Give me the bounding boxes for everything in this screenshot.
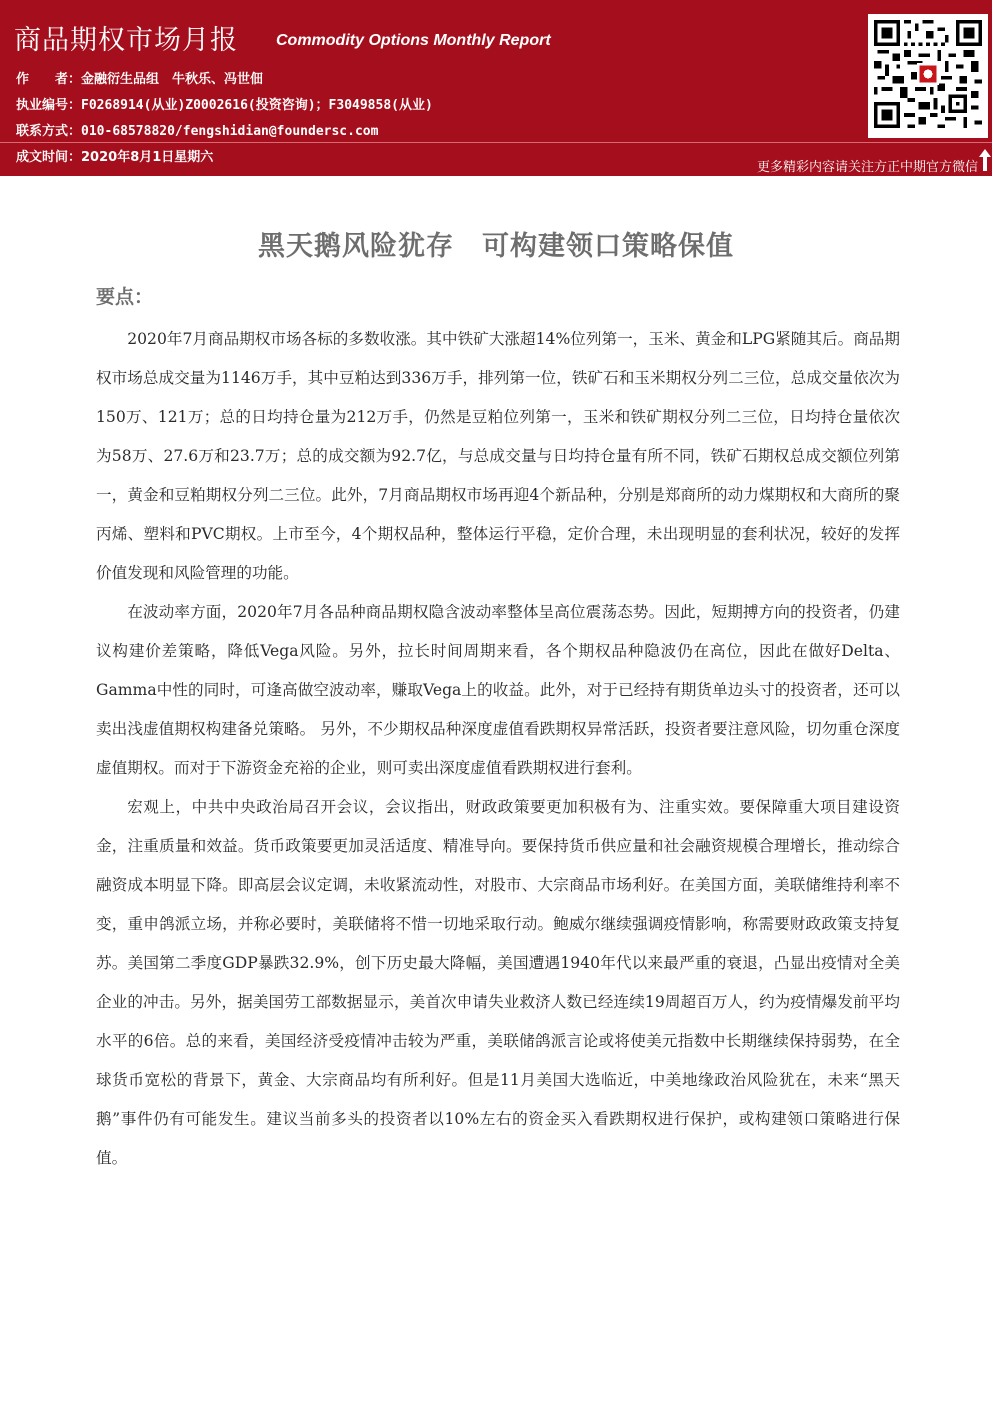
author-value: 金融衍生品组 牛秋乐、冯世佃 bbox=[81, 72, 264, 87]
key-points-heading: 要点： bbox=[96, 286, 154, 308]
author-label: 作 者： bbox=[16, 72, 82, 87]
author-row bbox=[16, 68, 263, 87]
date-label: 成文时间： bbox=[16, 150, 82, 165]
contact-value[interactable]: 010-68578820/fengshidian@foundersc.com bbox=[81, 124, 379, 139]
report-title-cn: 商品期权市场月报 bbox=[14, 25, 238, 56]
report-header-band bbox=[0, 0, 992, 176]
date-value: 2020年8月1日星期六 bbox=[81, 150, 214, 165]
wechat-follow-note: 更多精彩内容请关注方正中期官方微信 bbox=[756, 160, 978, 175]
wechat-qr-code[interactable] bbox=[868, 14, 988, 138]
up-arrow-icon bbox=[978, 148, 992, 172]
date-row bbox=[16, 146, 213, 165]
body-text bbox=[96, 320, 900, 1178]
report-title-en: Commodity Options Monthly Report bbox=[276, 32, 551, 49]
license-value: F0268914(从业)Z0002616(投资咨询)；F3049858(从业) bbox=[81, 98, 433, 113]
license-row bbox=[16, 94, 433, 113]
paragraph-market-overview: 2020年7月商品期权市场各标的多数收涨。其中铁矿大涨超14%位列第一，玉米、黄金和LPG紧随其后。商品期权市场总成交量为1146万手，其中豆粕达到336万手，排列第一位，铁矿石和玉米期权分列二三位，总成交量依次为150万、121万；总的日均持仓量为212万手，仍然是豆粕位列第一，玉米和铁矿期权分列二三位，日均持仓量依次为58万、27.6万和23.7万；总的成交额为92.7亿，与总成交量与日均持仓量有所不同，铁矿石期权总成交额位列第一，黄金和豆粕期权分列二三位。此外，7月商品期权市场再迎4个新品种，分别是郑商所的动力煤期权和大商所的聚丙烯、塑料和PVC期权。上市至今，4个期权品种，整体运行平稳，定价合理，未出现明显的套利状况，较好的发挥价值发现和风险管理的功能。 bbox=[96, 330, 900, 582]
contact-label: 联系方式： bbox=[16, 124, 82, 139]
qr-code-icon bbox=[874, 20, 982, 128]
document-title: 黑天鹅风险犹存 可构建领口策略保值 bbox=[258, 231, 734, 262]
contact-row bbox=[16, 120, 378, 139]
license-label: 执业编号： bbox=[16, 98, 82, 113]
paragraph-macro: 宏观上，中共中央政治局召开会议，会议指出，财政政策要更加积极有为、注重实效。要保障重大项目建设资金，注重质量和效益。货币政策要更加灵活适度、精准导向。要保持货币供应量和社会融资规模合理增长，推动综合融资成本明显下降。即高层会议定调，未收紧流动性，对股市、大宗商品市场利好。在美国方面，美联储维持利率不变，重申鸽派立场，并称必要时，美联储将不惜一切地采取行动。鲍威尔继续强调疫情影响，称需要财政政策支持复苏。美国第二季度GDP暴跌32.9%，创下历史最大降幅，美国遭遇1940年代以来最严重的衰退，凸显出疫情对全美企业的冲击。另外，据美国劳工部数据显示，美首次申请失业救济人数已经连续19周超百万人，约为疫情爆发前平均水平的6倍。总的来看，美国经济受疫情冲击较为严重，美联储鸽派言论或将使美元指数中长期继续保持弱势，在全球货币宽松的背景下，黄金、大宗商品均有所利好。但是11月美国大选临近，中美地缘政治风险犹在，未来“黑天鹅”事件仍有可能发生。建议当前多头的投资者以10%左右的资金买入看跌期权进行保护，或构建领口策略进行保值。 bbox=[96, 798, 900, 1167]
paragraph-volatility: 在波动率方面，2020年7月各品种商品期权隐含波动率整体呈高位震荡态势。因此，短期搏方向的投资者，仍建议构建价差策略，降低Vega风险。另外，拉长时间周期来看，各个期权品种隐波仍在高位，因此在做好Delta、Gamma中性的同时，可逢高做空波动率，赚取Vega上的收益。此外，对于已经持有期货单边头寸的投资者，还可以卖出浅虚值期权构建备兑策略。 另外，不少期权品种深度虚值看跌期权异常活跃，投资者要注意风险，切勿重仓深度虚值期权。而对于下游资金充裕的企业，则可卖出深度虚值看跌期权进行套利。 bbox=[96, 603, 900, 777]
header-divider bbox=[0, 142, 992, 143]
